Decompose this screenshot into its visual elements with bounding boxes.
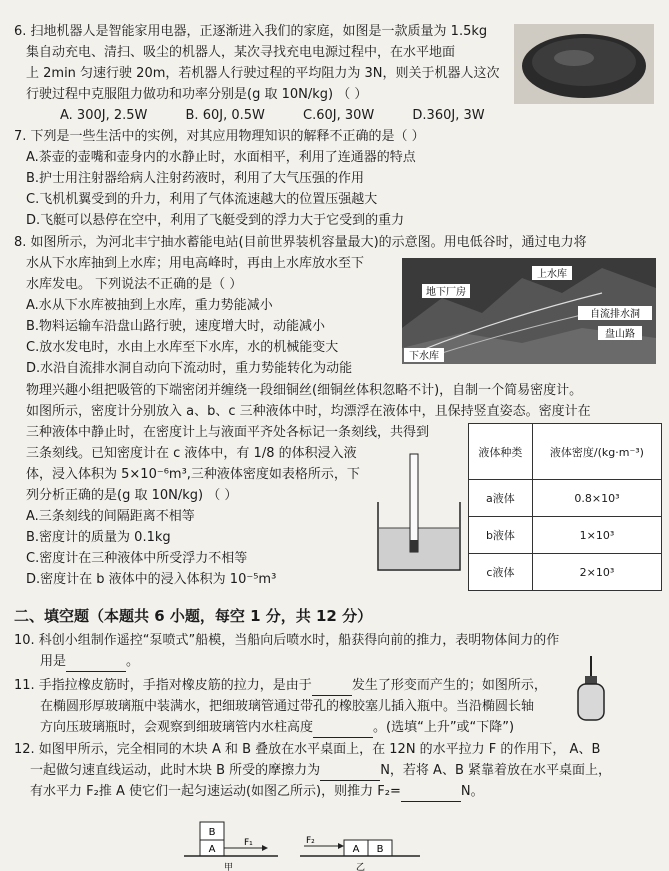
q7-line-1: 7. 下列是一些生活中的实例，对其应用物理知识的解释不正确的是（ ） [14, 129, 425, 144]
q9-line-6: 列分析正确的是(g 取 10N/kg) （ ） [26, 488, 238, 503]
q11-text-3a: 方向压玻璃瓶时，会观察到细玻璃管内水柱高度 [40, 720, 314, 735]
q12-line-1: 12. 如图甲所示，完全相同的木块 A 和 B 叠放在水平桌面上，在 12N 的水平拉力 F 的作用下， A、B [14, 742, 601, 757]
q7-option-d: D.飞艇可以悬停在空中，利用了飞艇受到的浮力大于它受到的重力 [26, 213, 405, 228]
q8-option-b: B.物料运输车沿盘山路行驶，速度增大时，动能减小 [26, 319, 326, 334]
label-upper-reservoir: 上水库 [537, 269, 567, 280]
q6-option-c: C.60J, 30W [303, 108, 375, 123]
force-f1-label: F₁ [244, 838, 253, 848]
q6-options [60, 106, 519, 126]
q8-line-3: 水库发电。 下列说法不正确的是（ ） [26, 277, 243, 292]
q7-option-b: B.护士用注射器给病人注射药液时，利用了大气压强的作用 [26, 171, 365, 186]
hydrometer-beaker-diagram [372, 446, 464, 574]
q8-option-c: C.放水发电时，水由上水库至下水库，水的机械能变大 [26, 340, 339, 355]
q10-line-2 [40, 652, 139, 672]
q12-answer-blank-2[interactable] [401, 787, 461, 802]
label-lower-reservoir: 下水库 [409, 351, 439, 362]
density-table [468, 423, 662, 591]
q6-line-2: 集自动充电、清扫、吸尘的机器人，某次寻找充电电源过程中，在水平地面 [26, 45, 456, 60]
q9-option-c: C.密度计在三种液体中所受浮力不相等 [26, 551, 248, 566]
q12-text-3b: N。 [460, 784, 484, 799]
q9-option-b: B.密度计的质量为 0.1kg [26, 530, 171, 545]
q12-text-2b: N，若将 A、B 紧靠着放在水平桌面上， [380, 763, 611, 778]
block-b-label: B [208, 827, 216, 838]
q10-tail: 。 [126, 654, 140, 669]
q9-line-5: 体，浸入体积为 5×10⁻⁶m³,三种液体密度如表格所示，下 [26, 467, 360, 482]
q11-text-1a: 11. 手指拉橡皮筋时，手指对橡皮筋的拉力，是由于 [14, 678, 312, 693]
q11-text-1b: 发生了形变而产生的；如图所示， [351, 678, 547, 693]
label-underground-plant: 地下厂房 [426, 287, 466, 298]
table-cell-density-c: 2×10³ [532, 554, 661, 591]
q11-answer-blank-1[interactable] [312, 681, 352, 696]
q6-line-4: 行驶过程中克服阻力做功和功率分别是(g 取 10N/kg) （ ） [26, 87, 368, 102]
table-cell-density-a: 0.8×10³ [532, 480, 661, 517]
table-cell-liquid-b: b液体 [469, 517, 533, 554]
q9-line-2: 如图所示，密度计分别放入 a、b、c 三种液体中时，均漂浮在液体中，且保持竖直姿态。密度计在 [26, 404, 591, 419]
block-a-label: A [208, 844, 216, 855]
q10-line-1: 10. 科创小组制作遥控“泵喷式”船模，当船向后喷水时，船获得向前的推力，表明物体间力的作 [14, 633, 560, 648]
q12-text-2a: 一起做匀速直线运动，此时木块 B 所受的摩擦力为 [30, 763, 321, 778]
q8-line-2: 水从下水库抽到上水库；用电高峰时，再由上水库放水至下 [26, 256, 365, 271]
q9-option-a: A.三条刻线的间隔距离不相等 [26, 509, 195, 524]
q10-answer-blank[interactable] [66, 657, 126, 672]
q9-line-1: 物理兴趣小组把吸管的下端密闭并缠绕一段细铜丝(细铜丝体积忽略不计)，自制一个简易密度计。 [26, 383, 583, 398]
q6-option-a: A. 300J, 2.5W [60, 108, 148, 123]
q11-line-3 [40, 718, 514, 738]
q9-option-d: D.密度计在 b 液体中的浸入体积为 10⁻⁵m³ [26, 572, 277, 587]
q8-option-d: D.水沿自流排水洞自动向下流动时，重力势能转化为动能 [26, 361, 353, 376]
q9-line-4: 三条刻线。已知密度计在 c 液体中，有 1/8 的体积浸入液 [26, 446, 357, 461]
pumped-storage-diagram [402, 258, 656, 364]
q12-line-3 [30, 782, 484, 802]
robot-vacuum-image [514, 24, 654, 104]
q6-option-d: D.360J, 3W [412, 108, 485, 123]
q8-option-a: A.水从下水库被抽到上水库，重力势能减小 [26, 298, 273, 313]
table-header-liquid: 液体种类 [469, 424, 533, 480]
q6-line-3: 上 2min 匀速行驶 20m，若机器人行驶过程的平均阻力为 3N，则关于机器人这次 [26, 66, 500, 81]
table-cell-liquid-a: a液体 [469, 480, 533, 517]
table-cell-density-b: 1×10³ [532, 517, 661, 554]
q6-line-1: 6. 扫地机器人是智能家用电器，正逐渐进入我们的家庭，如图是一款质量为 1.5kg [14, 24, 488, 39]
q11-text-3b: 。(选填“上升”或“下降”) [373, 720, 515, 735]
figure-jia-label: 甲 [224, 863, 234, 871]
q8-line-1: 8. 如图所示，为河北丰宁抽水蓄能电站(目前世界装机容量最大)的示意图。用电低谷时，通过电力将 [14, 235, 587, 250]
figure-yi-label: 乙 [356, 863, 366, 871]
q11-line-2: 在椭圆形厚玻璃瓶中装满水，把细玻璃管通过带孔的橡胶塞儿插入瓶中。当沿椭圆长轴 [40, 699, 535, 714]
q7-option-a: A.茶壶的壶嘴和壶身内的水静止时，水面相平，利用了连通器的特点 [26, 150, 416, 165]
label-mountain-road: 盘山路 [605, 329, 635, 340]
force-f2-label: F₂ [306, 836, 315, 846]
label-drainage-tunnel: 自流排水洞 [590, 309, 640, 320]
block-a-side-label: A [352, 844, 360, 855]
q7-option-c: C.飞机机翼受到的升力，利用了气体流速越大的位置压强越大 [26, 192, 378, 207]
q11-line-1 [14, 676, 547, 696]
block-b-side-label: B [376, 844, 384, 855]
table-header-density: 液体密度/(kg·m⁻³) [532, 424, 661, 480]
q12-line-2 [30, 761, 611, 781]
q10-text: 用是 [40, 654, 67, 669]
section-title-fill-blank: 二、填空题（本题共 6 小题，每空 1 分，共 12 分） [14, 607, 373, 625]
q11-answer-blank-2[interactable] [313, 723, 373, 738]
q12-answer-blank-1[interactable] [320, 766, 380, 781]
glass-bottle-diagram [574, 656, 608, 722]
q6-option-b: B. 60J, 0.5W [185, 108, 265, 123]
q12-text-3a: 有水平力 F₂推 A 使它们一起匀速运动(如图乙所示)，则推力 F₂= [30, 784, 401, 799]
table-cell-liquid-c: c液体 [469, 554, 533, 591]
blocks-diagram [180, 816, 440, 871]
q9-line-3: 三种液体中静止时，在密度计上与液面平齐处各标记一条刻线，共得到 [26, 425, 430, 440]
